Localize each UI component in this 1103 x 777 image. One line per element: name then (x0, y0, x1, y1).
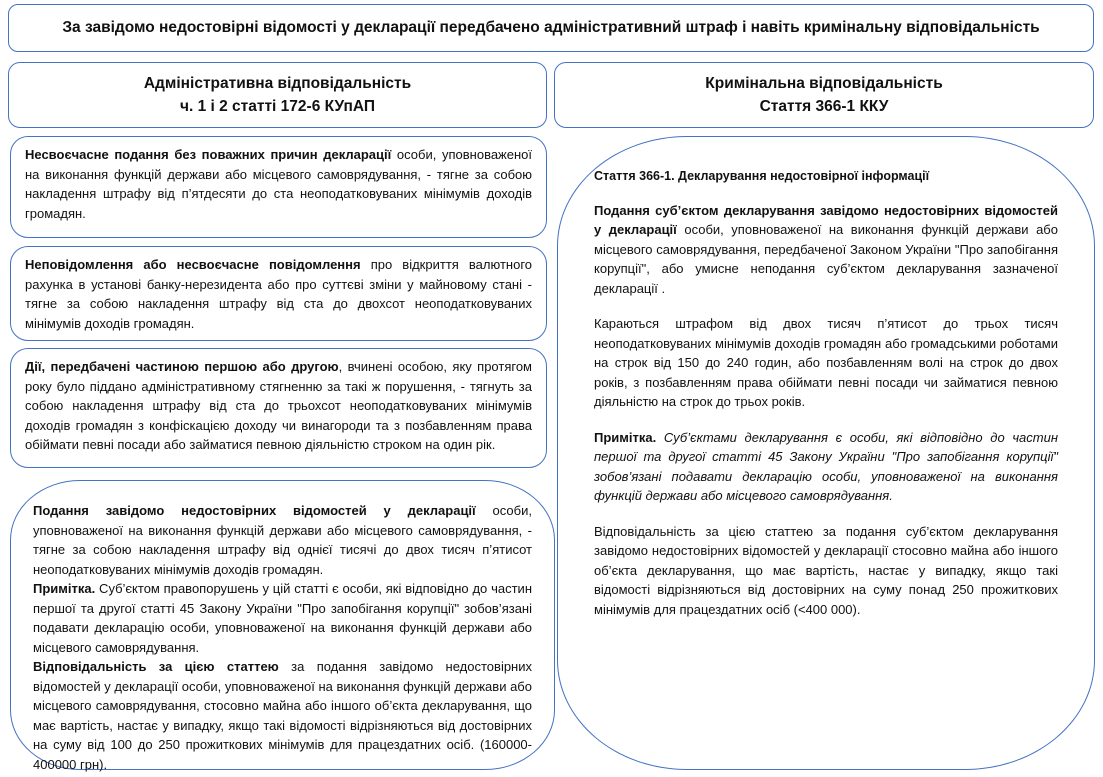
administrative-heading-article: ч. 1 і 2 статті 172-6 КУпАП (179, 98, 376, 115)
liability-threshold-paragraph (33, 657, 532, 774)
criminal-heading-box (554, 62, 1094, 128)
card-bold-lead: Дії, передбачені частиною першою або другою (25, 359, 339, 374)
liability-threshold-paragraph: Відповідальність за цією статтею за подання суб’єктом декларування завідомо недостовірних відомостей у декларації стосовно майна або іншого об’єкта декларування, що має вартість, настає у випадку, якщо такі відомості відрізняються від достовірних на суму понад 250 прожиткових мінімумів для працездатних осіб (<400 000). (594, 523, 1058, 617)
paragraph-italic-text: Суб’єктами декларування є особи, які відповідно до частин першої та другої статті 45 Закону України "Про запобігання корупції" зобов’язані подавати декларацію особи, уповноваженої на виконання функцій держави або місцевого самоврядування. (594, 429, 1058, 503)
false-info-admin-card (10, 480, 555, 770)
penalty-paragraph: Караються штрафом від двох тисяч п’ятисот до трьох тисяч неоподатковуваних мінімумів доходів громадян або громадськими роботами на строк від 150 до 240 годин, або позбавленням волі на строк до двох років, з позбавленням права обіймати певні посади чи займатися певною діяльністю на строк до трьох років. (594, 316, 1058, 409)
card-bold-lead: Несвоєчасне подання без поважних причин декларації (25, 147, 392, 162)
paragraph-text: Суб’єктом правопорушень у цій статті є особи, які відповідно до частин першої та другої статті 45 Закону України "Про запобігання корупції" зобов’язані подавати декларацію особи, уповноваженої на виконання функцій держави або місцевого самоврядування. (33, 581, 532, 655)
card-text: особи, уповноваженої на виконання функцій держави або місцевого самоврядування, - тягне за собою накладення штрафу від п’ятдесяти до ста неоподатковуваних мінімумів доходів громадян. (25, 147, 533, 221)
offense-paragraph (594, 201, 1058, 299)
card-text: , вчинені особою, яку протягом року було піддано адміністративному стягненню за такі ж порушення, - тягнуть за собою накладення штрафу від ста до трьохсот неоподатковуваних мінімумів доходів громадян з конфіскацією доходу чи винагороди та з позбавленням права обіймати певні посади або займатися певною діяльністю строком на один рік. (25, 359, 532, 452)
non-notification-card (10, 246, 547, 341)
criminal-article-card (557, 136, 1095, 770)
paragraph-bold-lead: Примітка. (33, 581, 96, 596)
note-paragraph (33, 579, 532, 657)
paragraph-bold-lead: Відповідальність за цією статтею (33, 659, 279, 674)
paragraph-bold-lead: Подання завідомо недостовірних відомостей у декларації (33, 503, 476, 518)
criminal-heading-title: Кримінальна відповідальність (705, 75, 943, 92)
diagram-title: За завідомо недостовірні відомості у декларації передбачено адміністративний штраф і навіть кримінальну відповідальність (62, 19, 1040, 36)
paragraph-text: за подання завідомо недостовірних відомостей у декларації особи, уповноваженої на виконання функцій держави або місцевого самоврядування, стосовно майна або іншого об’єкта декларування, що має вартість, настає у випадку, якщо такі відомості відрізняються від достовірних на суму від 100 до 250 прожиткових мінімумів для працездатних осіб. (160000-400000 грн). (33, 659, 532, 772)
criminal-heading-article: Стаття 366-1 ККУ (759, 98, 889, 115)
repeat-offense-card (10, 348, 547, 468)
card-text: про відкриття валютного рахунка в установі банку-нерезидента або про суттєві зміни у майновому стані - тягне за собою накладення штрафу від ста до двохсот неоподатковуваних мінімумів доходів громадян. (25, 257, 533, 331)
false-info-paragraph (33, 501, 532, 579)
card-bold-lead: Неповідомлення або несвоєчасне повідомлення (25, 257, 361, 272)
paragraph-text: особи, уповноваженої на виконання функцій держави або місцевого самоврядування, передбаченої Законом України "Про запобігання корупції", або умисне неподання суб’єктом декларування зазначеної декларації . (594, 222, 1058, 296)
diagram-title-box (8, 4, 1094, 52)
paragraph-bold-lead: Примітка. (594, 429, 657, 445)
paragraph-text: особи, уповноваженої на виконання функцій держави або місцевого самоврядування, - тягне за собою накладення штрафу від однієї тисячі до двох тисяч п’ятисот неоподатковуваних мінімумів доходів громадян. (33, 503, 532, 577)
article-title: Стаття 366-1. Декларування недостовірної інформації (594, 169, 930, 183)
administrative-heading-box (8, 62, 547, 128)
administrative-heading-title: Адміністративна відповідальність (143, 75, 412, 92)
paragraph-bold-lead: Подання суб’єктом декларування завідомо недостовірних відомостей у декларації (594, 202, 1058, 237)
note-paragraph (594, 428, 1058, 506)
late-submission-card (10, 136, 547, 238)
